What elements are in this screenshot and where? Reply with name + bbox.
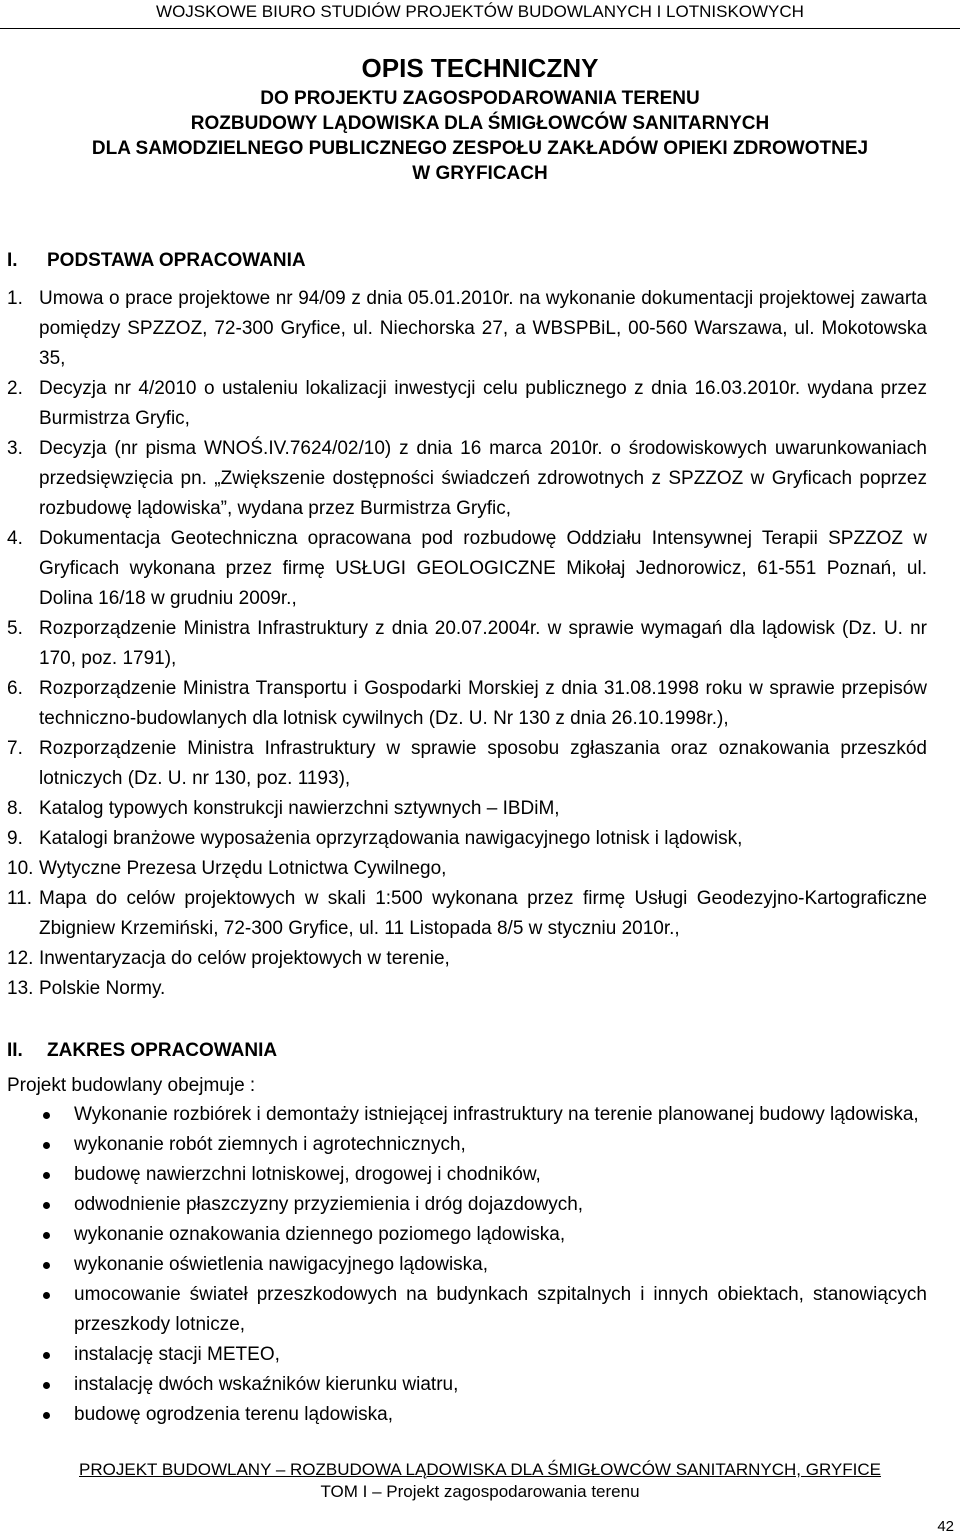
item-text: Wytyczne Prezesa Urzędu Lotnictwa Cywilnego, bbox=[39, 858, 447, 879]
list-item bbox=[7, 884, 927, 944]
bullet-item bbox=[7, 1280, 927, 1340]
bullet-text: instalację stacji METEO, bbox=[74, 1344, 280, 1365]
section-number: II. bbox=[7, 1040, 23, 1061]
bullet-icon bbox=[43, 1142, 50, 1149]
section-heading-2 bbox=[7, 1038, 277, 1064]
bullet-item bbox=[7, 1340, 927, 1370]
item-number: 10. bbox=[7, 858, 34, 879]
bullet-icon bbox=[43, 1172, 50, 1179]
item-text: Katalogi branżowe wyposażenia oprzyrządowania nawigacyjnego lotnisk i lądowisk, bbox=[39, 828, 743, 849]
document-title bbox=[0, 52, 960, 186]
footer-volume: TOM I – Projekt zagospodarowania terenu bbox=[320, 1482, 640, 1501]
page-header: WOJSKOWE BIURO STUDIÓW PROJEKTÓW BUDOWLANYCH I LOTNISKOWYCH bbox=[0, 0, 960, 29]
item-number: 11. bbox=[7, 888, 33, 909]
bullet-icon bbox=[43, 1352, 50, 1359]
list-item bbox=[7, 284, 927, 374]
bullet-item bbox=[7, 1160, 927, 1190]
list-item bbox=[7, 854, 927, 884]
scope-intro: Projekt budowlany obejmuje : bbox=[7, 1075, 256, 1096]
bullet-text: budowę nawierzchni lotniskowej, drogowej i chodników, bbox=[74, 1164, 541, 1185]
list-item bbox=[7, 794, 927, 824]
item-number: 3. bbox=[7, 438, 23, 459]
bullet-icon bbox=[43, 1262, 50, 1269]
bullet-icon bbox=[43, 1412, 50, 1419]
bullet-item bbox=[7, 1100, 927, 1130]
list-item bbox=[7, 374, 927, 434]
title-main: OPIS TECHNICZNY bbox=[361, 53, 599, 83]
list-item bbox=[7, 974, 927, 1004]
title-line: DO PROJEKTU ZAGOSPODAROWANIA TERENU bbox=[260, 88, 700, 109]
bullet-text: umocowanie świateł przeszkodowych na budynkach szpitalnych i innych obiektach, stanowiących przeszkody lotnicze, bbox=[74, 1284, 927, 1335]
section-title: PODSTAWA OPRACOWANIA bbox=[47, 250, 306, 271]
item-number: 6. bbox=[7, 678, 23, 699]
bullet-icon bbox=[43, 1202, 50, 1209]
item-number: 9. bbox=[7, 828, 23, 849]
bullet-text: wykonanie oświetlenia nawigacyjnego lądowiska, bbox=[74, 1254, 489, 1275]
item-number: 8. bbox=[7, 798, 23, 819]
bullet-text: Wykonanie rozbiórek i demontaży istniejącej infrastruktury na terenie planowanej budowy lądowiska, bbox=[74, 1104, 919, 1125]
footer-project: PROJEKT BUDOWLANY – ROZBUDOWA LĄDOWISKA DLA ŚMIGŁOWCÓW SANITARNYCH, GRYFICE bbox=[79, 1460, 881, 1479]
bullet-item bbox=[7, 1130, 927, 1160]
item-text: Polskie Normy. bbox=[39, 978, 166, 999]
item-number: 1. bbox=[7, 288, 23, 309]
item-number: 2. bbox=[7, 378, 23, 399]
bullet-item bbox=[7, 1370, 927, 1400]
item-text: Decyzja nr 4/2010 o ustaleniu lokalizacji inwestycji celu publicznego z dnia 16.03.2010r. wydana przez Burmistrza Gryfic, bbox=[39, 378, 927, 429]
item-number: 13. bbox=[7, 978, 34, 999]
list-item bbox=[7, 614, 927, 674]
bullet-text: wykonanie oznakowania dziennego poziomego lądowiska, bbox=[74, 1224, 566, 1245]
bullet-text: wykonanie robót ziemnych i agrotechnicznych, bbox=[74, 1134, 466, 1155]
bullet-icon bbox=[43, 1382, 50, 1389]
section-title: ZAKRES OPRACOWANIA bbox=[47, 1040, 278, 1061]
item-number: 4. bbox=[7, 528, 23, 549]
title-line: W GRYFICACH bbox=[412, 163, 548, 184]
page-number: 42 bbox=[937, 1518, 954, 1535]
list-item bbox=[7, 824, 927, 854]
item-number: 7. bbox=[7, 738, 23, 759]
item-text: Rozporządzenie Ministra Infrastruktury w sprawie sposobu zgłaszania oraz oznakowania przeszkód lotniczych (Dz. U. nr 130, poz. 1193), bbox=[39, 738, 927, 789]
list-item bbox=[7, 434, 927, 524]
item-text: Dokumentacja Geotechniczna opracowana pod rozbudowę Oddziału Intensywnej Terapii SPZZOZ w Gryficach wykonana przez firmę USŁUGI GEOLOGICZNE Mikołaj Jednorowicz, 61-551 Poznań, ul. Dolina 16/18 w grudniu 2009r., bbox=[39, 528, 927, 609]
item-number: 5. bbox=[7, 618, 23, 639]
list-item bbox=[7, 674, 927, 734]
page-footer bbox=[0, 1459, 960, 1503]
bullet-item bbox=[7, 1250, 927, 1280]
basis-list bbox=[7, 284, 927, 1004]
item-text: Katalog typowych konstrukcji nawierzchni sztywnych – IBDiM, bbox=[39, 798, 560, 819]
item-text: Inwentaryzacja do celów projektowych w terenie, bbox=[39, 948, 450, 969]
list-item bbox=[7, 734, 927, 794]
title-line: ROZBUDOWY LĄDOWISKA DLA ŚMIGŁOWCÓW SANITARNYCH bbox=[190, 113, 770, 134]
bullet-text: budowę ogrodzenia terenu lądowiska, bbox=[74, 1404, 393, 1425]
scope-list bbox=[7, 1100, 927, 1430]
bullet-text: instalację dwóch wskaźników kierunku wiatru, bbox=[74, 1374, 459, 1395]
item-text: Rozporządzenie Ministra Transportu i Gospodarki Morskiej z dnia 31.08.1998 roku w sprawie przepisów techniczno-budowlanych dla lotnisk cywilnych (Dz. U. Nr 130 z dnia 26.10.1998r.), bbox=[39, 678, 927, 729]
section-heading-1 bbox=[7, 248, 306, 274]
item-text: Decyzja (nr pisma WNOŚ.IV.7624/02/10) z dnia 16 marca 2010r. o środowiskowych uwarunkowaniach przedsięwzięcia pn. „Zwiększenie dostępności świadczeń zdrowotnych z SPZZOZ w Gryficach poprzez rozbudowę lądowiska”, wydana przez Burmistrza Gryfic, bbox=[39, 438, 927, 519]
item-number: 12. bbox=[7, 948, 34, 969]
section-number: I. bbox=[7, 250, 18, 271]
title-line: DLA SAMODZIELNEGO PUBLICZNEGO ZESPOŁU ZAKŁADÓW OPIEKI ZDROWOTNEJ bbox=[91, 138, 869, 159]
bullet-icon bbox=[43, 1292, 50, 1299]
item-text: Umowa o prace projektowe nr 94/09 z dnia 05.01.2010r. na wykonanie dokumentacji projektowej zawarta pomiędzy SPZZOZ, 72-300 Gryfice, ul. Niechorska 27, a WBSPBiL, 00-560 Warszawa, ul. Mokotowska 35, bbox=[39, 288, 927, 369]
bullet-text: odwodnienie płaszczyzny przyziemienia i dróg dojazdowych, bbox=[74, 1194, 584, 1215]
bullet-item bbox=[7, 1220, 927, 1250]
bullet-item bbox=[7, 1190, 927, 1220]
bullet-icon bbox=[43, 1232, 50, 1239]
list-item bbox=[7, 524, 927, 614]
list-item bbox=[7, 944, 927, 974]
item-text: Rozporządzenie Ministra Infrastruktury z dnia 20.07.2004r. w sprawie wymagań dla lądowisk (Dz. U. nr 170, poz. 1791), bbox=[39, 618, 927, 669]
item-text: Mapa do celów projektowych w skali 1:500 wykonana przez firmę Usługi Geodezyjno-Kartograficzne Zbigniew Krzemiński, 72-300 Gryfice, ul. 11 Listopada 8/5 w styczniu 2010r., bbox=[39, 888, 927, 939]
bullet-item bbox=[7, 1400, 927, 1430]
bullet-icon bbox=[43, 1112, 50, 1119]
